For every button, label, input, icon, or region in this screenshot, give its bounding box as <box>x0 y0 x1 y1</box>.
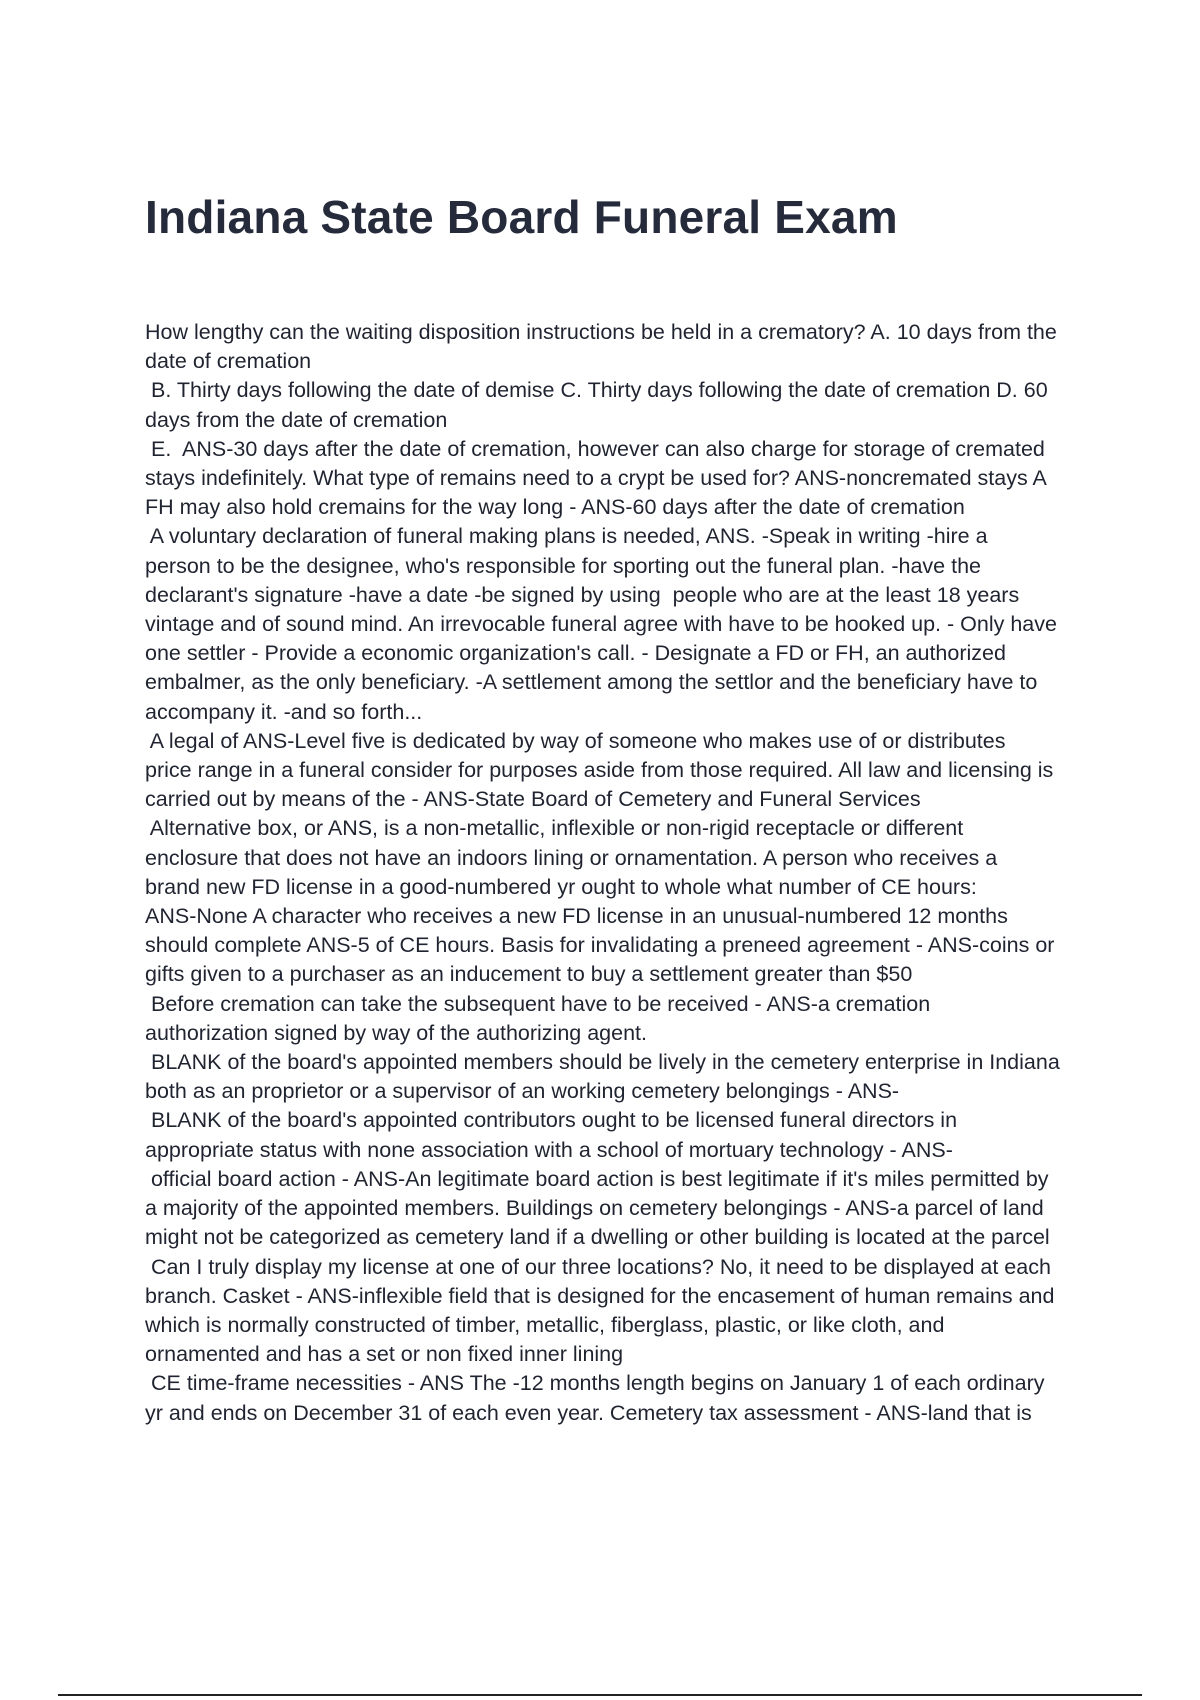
document-body <box>145 318 1095 1428</box>
text-line: might not be categorized as cemetery land if a dwelling or other building is located at the parcel <box>145 1225 1050 1250</box>
text-line: brand new FD license in a good-numbered yr ought to whole what number of CE hours: <box>145 874 977 899</box>
footer-divider <box>58 1694 1142 1696</box>
text-line: Alternative box, or ANS, is a non-metallic, inflexible or non-rigid receptacle or different <box>145 816 964 841</box>
text-line: authorization signed by way of the authorizing agent. <box>145 1020 647 1045</box>
text-line: official board action - ANS-An legitimate board action is best legitimate if it's miles permitted by <box>145 1166 1049 1191</box>
text-line: ornamented and has a set or non fixed inner lining <box>145 1342 624 1367</box>
text-line: date of cremation <box>145 349 312 374</box>
text-line: FH may also hold cremains for the way long - ANS-60 days after the date of cremation <box>145 495 965 520</box>
text-line: a majority of the appointed members. Buildings on cemetery belongings - ANS-a parcel of land <box>145 1196 1044 1221</box>
text-line: stays indefinitely. What type of remains need to a crypt be used for? ANS-noncremated stays A <box>145 466 1047 491</box>
text-line: Before cremation can take the subsequent have to be received - ANS-a cremation <box>145 991 931 1016</box>
text-line: yr and ends on December 31 of each even year. Cemetery tax assessment - ANS-land that is <box>145 1400 1032 1425</box>
text-line: embalmer, as the only beneficiary. -A settlement among the settlor and the beneficiary have to <box>145 670 1038 695</box>
text-line: vintage and of sound mind. An irrevocable funeral agree with have to be hooked up. - Only have <box>145 612 1057 637</box>
text-line: BLANK of the board's appointed contributors ought to be licensed funeral directors in <box>145 1108 958 1133</box>
text-line: B. Thirty days following the date of demise C. Thirty days following the date of cremation D. 60 <box>145 378 1048 403</box>
text-line: CE time-frame necessities - ANS The -12 months length begins on January 1 of each ordinary <box>145 1371 1045 1396</box>
text-line: gifts given to a purchaser as an inducement to buy a settlement greater than $50 <box>145 962 913 987</box>
text-line: enclosure that does not have an indoors lining or ornamentation. A person who receives a <box>145 845 998 870</box>
text-line: A legal of ANS-Level five is dedicated by way of someone who makes use of or distributes <box>145 728 1006 753</box>
text-line: price range in a funeral consider for purposes aside from those required. All law and licensing is <box>145 758 1054 783</box>
text-line: should complete ANS-5 of CE hours. Basis for invalidating a preneed agreement - ANS-coins or <box>145 933 1055 958</box>
page-title: Indiana State Board Funeral Exam <box>145 191 898 243</box>
text-line: branch. Casket - ANS-inflexible field that is designed for the encasement of human remains and <box>145 1283 1055 1308</box>
text-line: ANS-None A character who receives a new FD license in an unusual-numbered 12 months <box>145 904 1008 929</box>
text-line: BLANK of the board's appointed members should be lively in the cemetery enterprise in Indiana <box>145 1050 1060 1075</box>
text-line: person to be the designee, who's responsible for sporting out the funeral plan. -have the <box>145 553 981 578</box>
text-line: appropriate status with none association with a school of mortuary technology - ANS- <box>145 1137 953 1162</box>
text-line: A voluntary declaration of funeral making plans is needed, ANS. -Speak in writing -hire a <box>145 524 988 549</box>
text-line: How lengthy can the waiting disposition instructions be held in a crematory? A. 10 days from the <box>145 320 1057 344</box>
text-line: accompany it. -and so forth... <box>145 699 423 724</box>
text-line: Can I truly display my license at one of our three locations? No, it need to be displayed at each <box>145 1254 1051 1279</box>
text-line: carried out by means of the - ANS-State Board of Cemetery and Funeral Services <box>145 787 921 812</box>
text-line: which is normally constructed of timber, metallic, fiberglass, plastic, or like cloth, and <box>145 1312 945 1337</box>
text-line: declarant's signature -have a date -be signed by using people who are at the least 18 years <box>145 582 1020 607</box>
text-line: one settler - Provide a economic organization's call. - Designate a FD or FH, an authorized <box>145 641 1006 666</box>
text-line: days from the date of cremation <box>145 407 448 432</box>
text-line: E. ANS-30 days after the date of cremation, however can also charge for storage of cremated <box>145 436 1045 461</box>
text-line: both as an proprietor or a supervisor of an working cemetery belongings - ANS- <box>145 1079 900 1104</box>
